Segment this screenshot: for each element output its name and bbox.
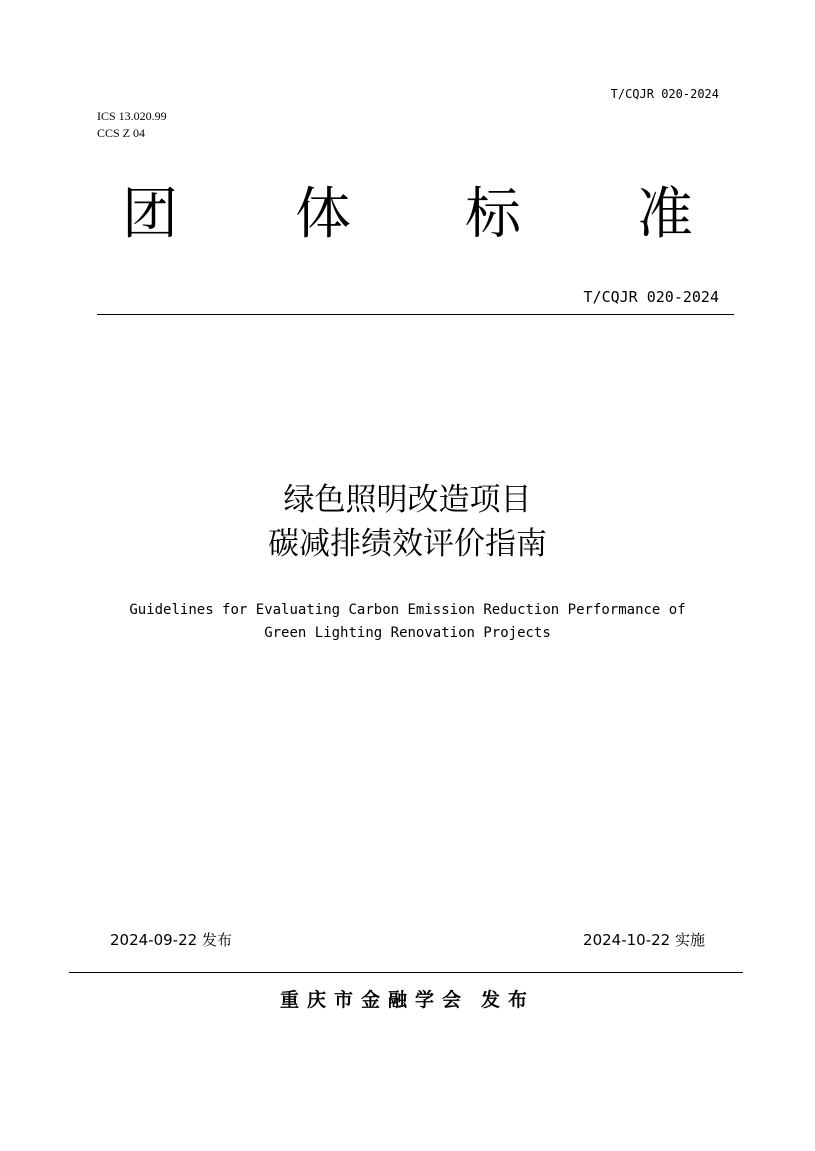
publish-date: 2024-09-22 发布 [110, 931, 232, 949]
chinese-title-line-2: 碳减排绩效评价指南 [268, 526, 547, 562]
document-type-char-3: 标 [465, 182, 521, 247]
issuer-organization: 重庆市金融学会 [279, 989, 469, 1011]
english-title-line-1: Guidelines for Evaluating Carbon Emission Reduction Performance of [129, 602, 686, 618]
document-type-char-4: 准 [637, 182, 693, 247]
chinese-title [0, 478, 815, 566]
header-standard-code: T/CQJR 020-2024 [610, 87, 719, 101]
document-type-char-2: 体 [295, 182, 351, 247]
top-divider [97, 314, 734, 315]
bottom-divider [69, 972, 743, 973]
chinese-title-line-1: 绿色照明改造项目 [283, 482, 532, 518]
english-title [0, 599, 815, 645]
issuer-action: 发布 [481, 989, 536, 1011]
classification-codes [97, 108, 167, 142]
ccs-code: CCS Z 04 [97, 126, 146, 140]
issuer-line [0, 985, 815, 1012]
implementation-date: 2024-10-22 实施 [583, 931, 705, 949]
document-type-char-1: 团 [122, 182, 178, 247]
document-type-title [0, 180, 815, 250]
standard-number: T/CQJR 020-2024 [583, 288, 719, 306]
english-title-line-2: Green Lighting Renovation Projects [264, 625, 551, 641]
ics-code: ICS 13.020.99 [97, 109, 167, 123]
